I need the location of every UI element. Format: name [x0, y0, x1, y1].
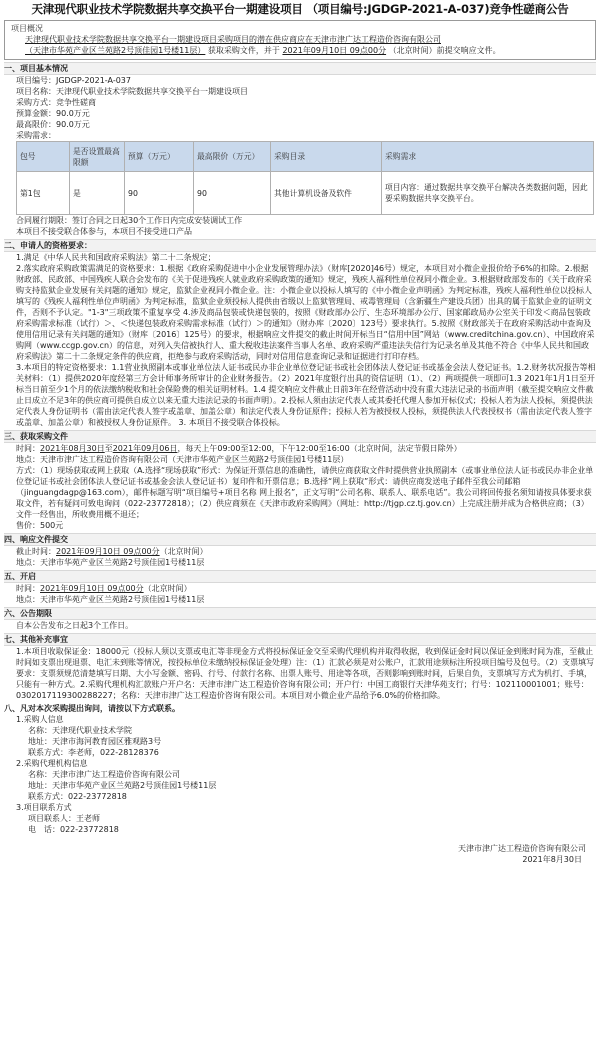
cell-catalog: 其他计算机设备及软件 [271, 172, 382, 215]
obtain-method: 方式：（1）现场获取或网上获取（A.选择“现场获取”形式：为保证开票信息的准确性，请供应商获取文件时提供营业执照副本（或事业单位法人证书或民办非企业单位登记证书或社会团体法人登记证书或基金会法人登记证书）复印件和开票信息；B.选择“网上获取”形式：请供应商发送电子邮件至我公司邮箱（jinguangdagp@163.com），邮件标题写明“项目编号+项目名称 网上报名”，正文写明“公司名称、联系人、联系电话”。我公司将回传报名须知请按具体要求获取文件，若有疑问可致电询问（022-23772818）；（2）供应商须在《天津市政府采购网》（网址：http://tjgp.cz.tj.gov.cn）上完成注册并成为合格供应商；（3）文件一经售出，所收费用概不退还； [16, 466, 594, 519]
qualification-1: 1.满足《中华人民共和国政府采购法》第二十二条规定； [16, 253, 216, 262]
announcement-page [4, 2, 596, 1054]
col-max-price: 最高限价（万元） [194, 142, 271, 172]
cell-requirements: 项目内容：通过数据共享交换平台解决各类数据问题，因此要采购数据共享交换平台。 [382, 172, 594, 215]
submission-place: 地点：天津市华苑产业区兰苑路2号顶佳园1号楼11层 [16, 558, 205, 567]
section-3-body [4, 443, 596, 531]
col-limit-set: 是否设置最高限额 [70, 142, 125, 172]
page-title: 天津现代职业技术学院数据共享交换平台一期建设项目 （项目编号:JGDGP-2021-A-037)竞争性磋商公告 [31, 2, 569, 16]
obtain-place: 地点：天津市津广达工程造价咨询有限公司（天津市华苑产业区兰苑路2号顶佳园1号楼11层） [16, 455, 349, 464]
section-1-footer [4, 215, 596, 237]
section-6-heading: 六、公告期限 [4, 607, 596, 620]
section-4-body [4, 546, 596, 568]
section-2-heading: 二、申请人的资格要求： [4, 239, 596, 252]
cell-package: 第1包 [17, 172, 70, 215]
table-header-row [17, 142, 594, 172]
overview-address: （天津市华苑产业区兰苑路2号顶佳园1号楼11层） [25, 46, 206, 55]
signature-date: 2021年8月30日 [522, 855, 582, 864]
overview-line1: 天津现代职业技术学院数据共享交换平台一期建设项目采购项目的潜在供应商应在天津市津广达工程造价咨询有限公司 [25, 35, 441, 44]
procurement-method: 采购方式：竞争性磋商 [16, 98, 96, 107]
table-row [17, 172, 594, 215]
signature-org: 天津市津广达工程造价咨询有限公司 [458, 844, 586, 853]
project-name: 项目名称：天津现代职业技术学院数据共享交换平台一期建设项目 [16, 87, 248, 96]
project-contact-phone: 电 话：022-23772818 [28, 825, 119, 834]
qualification-2: 2.落实政府采购政策需满足的资格要求：1.根据《政府采购促进中小企业发展管理办法》（财库[2020]46号）规定，本项目对小微企业报价给予6%的扣除。2.根据财政部、民政部、中国残疾人联合会发布的《关于促进残疾人就业政府采购政策的通知》规定，残疾人福利性单位视同小微企业。3.根据财政部发布的《关于政府采购支持监狱企业发展有关问题的通知》规定，监狱企业视同小微企业。注：小微企业以投标人填写的《中小微企业声明函》为判定标准，残疾人福利性单位以投标人填写的《残疾人福利性单位声明函》为判定标准，监狱企业须投标人提供由省级以上监狱管理局、戒毒管理局（含新疆生产建设兵团）出具的属于监狱企业的证明文件，否则不予认定。"1-3"三项政策不重复享受 4.涉及商品包装或快递包装的，按照《财政部办公厅、生态环境部办公厅、国家邮政局办公室关于印发＜商品包装政府采购需求标准（试行）＞、＜快递包装政府采购需求标准（试行）＞的通知》（财办库〔2020〕123号）要求执行。5.按照《财政部关于在政府采购活动中查询及使用信用记录有关问题的通知》（财库〔2016〕125号）的要求，根据响应文件提交的截止时间开标当日“信用中国”网站（www.creditchina.gov.cn）、中国政府采购网（www.ccgp.gov.cn）的信息，对列入失信被执行人、重大税收违法案件当事人名单、政府采购严重违法失信行为记录名单及其他不符合《中华人民共和国政府采购法》第二十二条规定条件的供应商，拒绝参与政府采购活动，同时对信用信息查询记录和证据进行打印存档。 [16, 264, 595, 361]
col-catalog: 采购目录 [271, 142, 382, 172]
obtain-time-label: 时间： [16, 444, 40, 453]
deadline-value: 2021年09月10日 09点00分 [56, 547, 160, 556]
purchaser-contact: 联系方式：李老师，022-28128376 [28, 748, 159, 757]
document-price: 售价：500元 [16, 521, 64, 530]
contact-info [4, 714, 596, 835]
project-number: 项目编号：JGDGP-2021-A-037 [16, 76, 131, 85]
max-price: 最高限价：90.0万元 [16, 120, 90, 129]
obtain-time-rest: ，每天上午09:00至12:00，下午12:00至16:00（北京时间，法定节假日除外） [177, 444, 462, 453]
qualification-3: 3.本项目的特定资格要求：1.1营业执照副本或事业单位法人证书或民办非企业单位登记证书或社会团体法人登记证书或基金会法人登记证书。1.2.财务状况报告等相关材料：（1）提供2020年度经第三方会计师事务所审计的企业财务报告。（2）2021年度银行出具的资信证明（1）、（2）两项提供一项即可1.3 2021年1月1日至开标当日前至少1个月的依法缴纳税收和社会保险费的相关证明材料。1.4 提交响应文件截止日前3年在经营活动中没有重大违法记录的书面声明（截至提交响应文件截止日成立不足3年的供应商可提供自成立以来无重大违法记录的书面声明）。2.投标人须由法定代表人或其委托代理人参加开标仪式；投标人若为法人投标，须提供法定代表人身份证明书（需由法定代表人签字或盖章、加盖公章）和法定代表人身份证原件；投标人若为被授权人投标，须提供法人代表授权书（需由法定代表人签字或盖章、加盖公章）和被授权人身份证原件。 3. 本项目不接受联合体投标。 [16, 363, 596, 427]
col-package: 包号 [17, 142, 70, 172]
opening-place: 地点：天津市华苑产业区兰苑路2号顶佳园1号楼11层 [16, 595, 205, 604]
section-2-body [4, 252, 596, 428]
col-requirements: 采购需求 [382, 142, 594, 172]
section-1-body [4, 75, 596, 141]
overview-text: 获取采购文件，并于 [207, 46, 280, 55]
overview-text-end: （北京时间）前提交响应文件。 [388, 46, 501, 55]
obtain-time-to: 至 [104, 444, 113, 453]
cell-max-price: 90 [194, 172, 271, 215]
agency-title: 2.采购代理机构信息 [16, 759, 88, 768]
procurement-table [16, 141, 594, 215]
requirements-label: 采购需求： [16, 131, 56, 140]
col-budget: 预算（万元） [125, 142, 194, 172]
announcement-period: 自本公告发布之日起3个工作日。 [16, 621, 134, 630]
section-8-heading: 八、凡对本次采购提出询问，请按以下方式联系。 [4, 704, 180, 713]
section-5-heading: 五、开启 [4, 570, 596, 583]
cell-budget: 90 [125, 172, 194, 215]
contract-period: 合同履行期限：签订合同之日起30个工作日内完成安装调试工作 [16, 216, 243, 225]
section-1-heading: 一、项目基本情况 [4, 62, 596, 75]
section-4-heading: 四、响应文件提交 [4, 533, 596, 546]
section-3-heading: 三、获取采购文件 [4, 430, 596, 443]
cell-limit-set: 是 [70, 172, 125, 215]
obtain-start-date: 2021年08月30日 [40, 444, 105, 453]
deadline-tz: （北京时间） [159, 547, 208, 556]
project-contact-person: 项目联系人：王老师 [28, 814, 100, 823]
submission-deadline [16, 546, 596, 557]
section-7-heading: 七、其他补充事宜 [4, 633, 596, 646]
overview-header: 项目概况 [11, 24, 43, 33]
agency-address: 地址：天津市华苑产业区兰苑路2号顶佳园1号楼11层 [28, 781, 217, 790]
overview-body [11, 34, 589, 56]
purchaser-title: 1.采购人信息 [16, 715, 64, 724]
project-overview-box [4, 20, 596, 60]
obtain-time [16, 443, 596, 454]
deadline-label: 截止时间： [16, 547, 56, 556]
supplementary-matters: 1.本项目收取保证金：18000元（投标人须以支票或电汇等非现金方式将投标保证金交至采购代理机构并取得收据，收到保证金时间以保证金到账时间为准，至截止时间如支票出现退票、电汇未到账等情况，按投标单位未缴纳投标保证金处理）注：（1）汇款必须是对公账户，汇款用途须标注所投项目编号及包号。（2）支票填写要求：支票须规范清楚填写日期、大小写金额、密码、行号、付款行名称、出票人账号、用途等各项，否则影响到账时间，后果自负，支票填写方式为机打、手填，只能有一种方式。2.采购代理机构汇款账户开户名：天津市津广达工程造价咨询有限公司；开户行：中国工商银行天津华苑支行；行号：102110001001；账号：0302017119300288227；名称：天津市津广达工程造价咨询有限公司。本项目对小微企业产品给予6.0%的价格扣除。 [16, 647, 595, 700]
opening-time [16, 583, 596, 594]
obtain-end-date: 2021年09月06日 [112, 444, 178, 453]
project-contact-title: 3.项目联系方式 [16, 803, 72, 812]
purchaser-name: 名称：天津现代职业技术学院 [28, 726, 132, 735]
opening-time-label: 时间： [16, 584, 40, 593]
agency-name: 名称：天津市津广达工程造价咨询有限公司 [28, 770, 180, 779]
overview-deadline: 2021年09月10日 09点00分 [282, 46, 387, 55]
budget-amount: 预算金额：90.0万元 [16, 109, 90, 118]
section-5-body [4, 583, 596, 605]
no-consortium-note: 本项目不接受联合体参与，本项目不接受进口产品 [16, 227, 192, 236]
purchaser-address: 地址：天津市海河教育园区雅观路3号 [28, 737, 162, 746]
agency-contact: 联系方式：022-23772818 [28, 792, 127, 801]
opening-time-value: 2021年09月10日 09点00分 [40, 584, 144, 593]
opening-time-tz: （北京时间） [143, 584, 192, 593]
